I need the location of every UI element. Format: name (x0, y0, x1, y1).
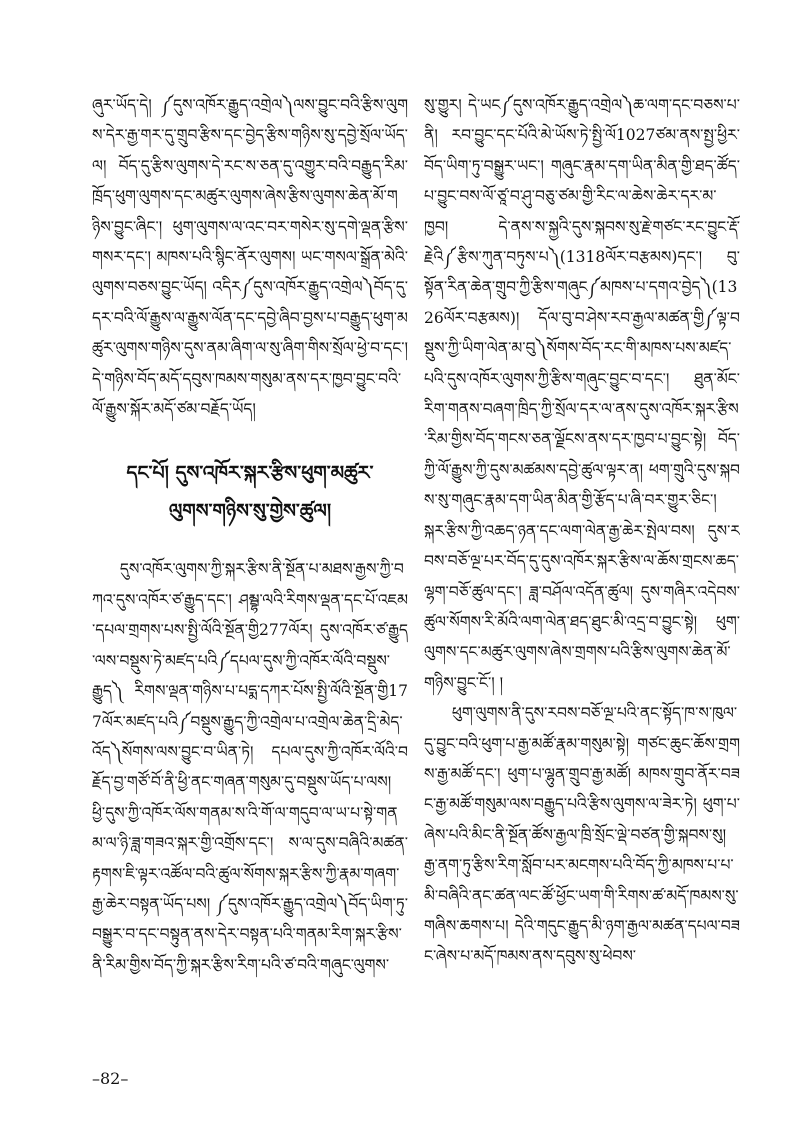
right-column (424, 90, 740, 1050)
left-column (92, 90, 408, 1050)
body-paragraph: ཕུག་ལུགས་ནི་དུས་རབས་བཅོ་ལྔ་པའི་ནང་སྟོད་ཁ་ས་ཁུལ་དུ་བྱུང་བའི་ཕུག་པ་རྒྱ་མཚོ་རྣམ་གསུམ་སྟེ། གཙང་ཆུང་ཆོས་གྲགས་རྒྱ་མཚོ་དང་། ཕུག་པ་ལྷུན་གྲུབ་རྒྱ་མཚོ། མཁས་གྲུབ་ནོར་བཟང་རྒྱ་མཚོ་གསུམ་ལས་བརྒྱུད་པའི་རྩིས་ལུགས་ལ་ཟེར་ཏེ། ཕུག་པ་ཞེས་པའི་མིང་ནི་སྔོན་ཚོས་རྒྱལ་ཁྲི་སྲོང་ལྡེ་བཙན་གྱི་སྐབས་སུ། རྒྱ་ནག་ཏུ་རྩིས་རིག་སློབ་པར་མངགས་པའི་བོད་ཀྱི་མཁས་པ་པ་མི་བཞིའི་ནང་ཚན་ལང་ཚོ་ཕྱོང་ཡག་གི་རིགས་ཚ་མདོ་ཁམས་སུ་གཞིས་ཆགས་པ། དེའི་གདུང་རྒྱུད་མི་ཉག་རྒྱལ་མཚན་དཔལ་བཟང་ཞེས་པ་མདོ་ཁམས་ནས་དབུས་སུ་ཕེབས་ (424, 704, 740, 966)
section-heading-line: ལུགས་གཉིས་སུ་གྱེས་ཚུལ། (168, 500, 332, 523)
body-paragraph: དུས་འཁོར་ལུགས་ཀྱི་སྐར་རྩིས་ནི་སྔོན་པ་མཐས་རྒྱས་ཀྱི་བཀའ་དུས་འཁོར་ཙ་རྒྱུད་དང་། ཤམྦྷ་ལའི་རིགས་ལྡན་དང་པོ་འཇམ་དཔལ་གྲགས་པས་སྤྱི་ལོའི་སྔོན་གྱི277ལོར། དུས་འཁོར་ཙ་རྒྱུད་ལས་བསྡུས་ཏེ་མཛད་པའི༼དཔལ་དུས་ཀྱི་འཁོར་ལོའི་བསྡུས་རྒྱུད༽ རིགས་ལྡན་གཉིས་པ་པདྨ་དཀར་པོས་སྤྱི་ལོའི་སྔོན་གྱི177ལོར་མཛད་པའི༼བསྡུས་རྒྱུད་ཀྱི་འགྲེལ་པ་འགྲེལ་ཆེན་དྲི་མེད་འོད༽སོགས་ལས་བྱུང་བ་ཡིན་ཏེ། དཔལ་དུས་ཀྱི་འཁོར་ལོའི་བརྗོད་བྱ་གཙོ་བོ་ནི་ཕྱི་ནང་གཞན་གསུམ་དུ་བསྡུས་ཡོད་པ་ལས། ཕྱི་དུས་ཀྱི་འཁོར་ལོས་གནམ་ས་འི་གོ་ལ་གདུབ་ལ་ཡ་པ་སྟེ་གནམ་ལ་ཉི་ཟླ་གཟའ་སྐར་གྱི་འགྲོས་དང་། ས་ལ་དུས་བཞིའི་མཚན་རྟགས་ཇི་ལྟར་འཚོལ་བའི་ཚུལ་སོགས་སྐར་རྩིས་ཀྱི་རྣམ་གཞག་རྒྱ་ཆེར་བསྟན་ཡོད་པས། ༼དུས་འཁོར་རྒྱུད་འགྲེལ༽བོད་ཡིག་ཏུ་བསྒྱུར་བ་དང་བསྟུན་ནས་དེར་བསྟན་པའི་གནམ་རིག་སྐར་རྩིས་ནི་རིམ་གྱིས་བོད་ཀྱི་སྐར་རྩིས་རིག་པའི་ཙ་བའི་གཞུང་ལུགས་ (92, 560, 408, 974)
body-paragraph: ཞུར་ཡོད་དེ། ༼དུས་འཁོར་རྒྱུད་འགྲེལ༽ལས་བྱུང་བའི་རྩིས་ལུགས་དེར་རྒྱ་གར་དུ་གྲུབ་རྩིས་དང་བྱེད་རྩིས་གཉིས་སུ་དབྱེ་སྲོལ་ཡོད་ལ། བོད་དུ་རྩིས་ལུགས་དེ་རང་ས་ཅན་དུ་འགྱུར་བའི་བརྒྱུད་རིམ་ཁྲོད་ཕུག་ལུགས་དང་མཚུར་ལུགས་ཞེས་རྩིས་ལུགས་ཆེན་མོ་གཉིས་བྱུང་ཞིང་། ཕུག་ལུགས་ལ་འང་བར་གསེར་སུ་དགེ་ལྡན་རྩིས་གསར་དང་། མཁས་པའི་སྙིང་ནོར་ལུགས། ཡང་གསལ་སྒྲོན་མེའི་ལུགས་བཅས་བྱུང་ཡོད། འདིར༼དུས་འཁོར་རྒྱུད་འགྲེལ༽བོད་དུ་དར་བའི་ལོ་རྒྱུས་ལ་རྒྱུས་ལོན་དང་དབྱེ་ཞིབ་བྱས་པ་བརྒྱུད་ཕུག་མཚུར་ལུགས་གཉིས་དུས་ནམ་ཞིག་ལ་སུ་ཞིག་གིས་སྲོལ་ཕྱེ་བ་དང་། དེ་གཉིས་བོད་མདོ་དབུས་ཁམས་གསུམ་ནས་དར་ཁྱབ་བྱུང་བའི་ལོ་རྒྱུས་སྐོར་མདོ་ཙམ་བརྗོད་ཡོད། (92, 96, 408, 419)
body-paragraph: སུ་གྱུར། དེ་ཡང༼དུས་འཁོར་རྒྱུད་འགྲེལ༽ཆ་ལག་དང་བཅས་པ་ནི། རབ་བྱུང་དང་པོའི་མེ་ཡོས་ཏེ་སྤྱི་ལོ1027ཙམ་ནས་སྤྱ་ཕྱིར་བོད་ཡིག་ཏུ་བསྒྱུར་ཡང་། གཞུང་རྣམ་དག་ཡིན་མིན་གྱི་ཐད་ཚོད་པ་བྱུང་བས་ལོ་ཙཱ་བ་ཤུ་བཅུ་ཙམ་གྱི་རིང་ལ་ཆེས་ཆེར་དར་མ་ཁྱབ། དེ་ནས་ས་སྐྱའི་དུས་སྐབས་སུ་རྗེ་གཙང་རང་བྱུང་རྡོ་རྗེའི༼རྩིས་ཀུན་བཏུས་པ༽(1318ལོར་བརྩམས)དང་། བུ་སྟོན་རིན་ཆེན་གྲུབ་ཀྱི་རྩིས་གཞུང༼མཁས་པ་དགའ་བྱེད༽(1326ལོར་བརྩམས)། དོལ་བུ་བ་ཤེས་རབ་རྒྱལ་མཚན་གྱི༼ལྟ་བསྡུས་ཀྱི་ཡིག་ལེན་མ་བུ༽སོགས་བོད་རང་གི་མཁས་པས་མཛད་པའི་དུས་འཁོར་ལུགས་ཀྱི་རྩིས་གཞུང་བྱུང་བ་དང་། ཐུན་མོང་རིག་གནས་བཞག་ཁྲིད་ཀྱི་སྲོལ་དར་ལ་ནས་དུས་འཁོར་སྐར་རྩིས་རིམ་གྱིས་བོད་གངས་ཅན་ལྗོངས་ནས་དར་ཁྱབ་པ་བྱུང་སྟེ། བོད་ཀྱི་ལོ་རྒྱུས་ཀྱི་དུས་མཚམས་དབྱེ་ཚུལ་ལྟར་ན། ཕག་གྲུའི་དུས་སྐབས་སུ་གཞུང་རྣམ་དག་ཡིན་མིན་གྱི་རྩོད་པ་ཞི་བར་གྱུར་ཅིང་། སྐར་རྩིས་ཀྱི་འཆད་ཉན་དང་ལག་ལེན་རྒྱ་ཆེར་སྤེལ་བས། དུས་རབས་བཅོ་ལྔ་པར་བོད་དུ་དུས་འཁོར་སྐར་རྩིས་ལ་ཆོས་གྲངས་ཆད་ལྷག་བཅོ་ཚུལ་དང་། ཟླ་བཤོལ་འདོན་ཚུལ། དུས་གཞིར་འདེབས་ཚུལ་སོགས་རི་མོའི་ལག་ལེན་ཐད་ཐུང་མི་འདྲ་བ་བྱུང་སྟེ། ཕུག་ལུགས་དང་མཚུར་ལུགས་ཞེས་གྲགས་པའི་རྩིས་ལུགས་ཆེན་མོ་གཉིས་བྱུང་ངོ་། ། (424, 96, 740, 692)
page-number: –82– (92, 1069, 129, 1088)
section-heading (92, 454, 408, 530)
section-heading-line: དང་པོ། དུས་འཁོར་སྐར་རྩིས་ཕུག་མཚུར་ (126, 462, 374, 485)
